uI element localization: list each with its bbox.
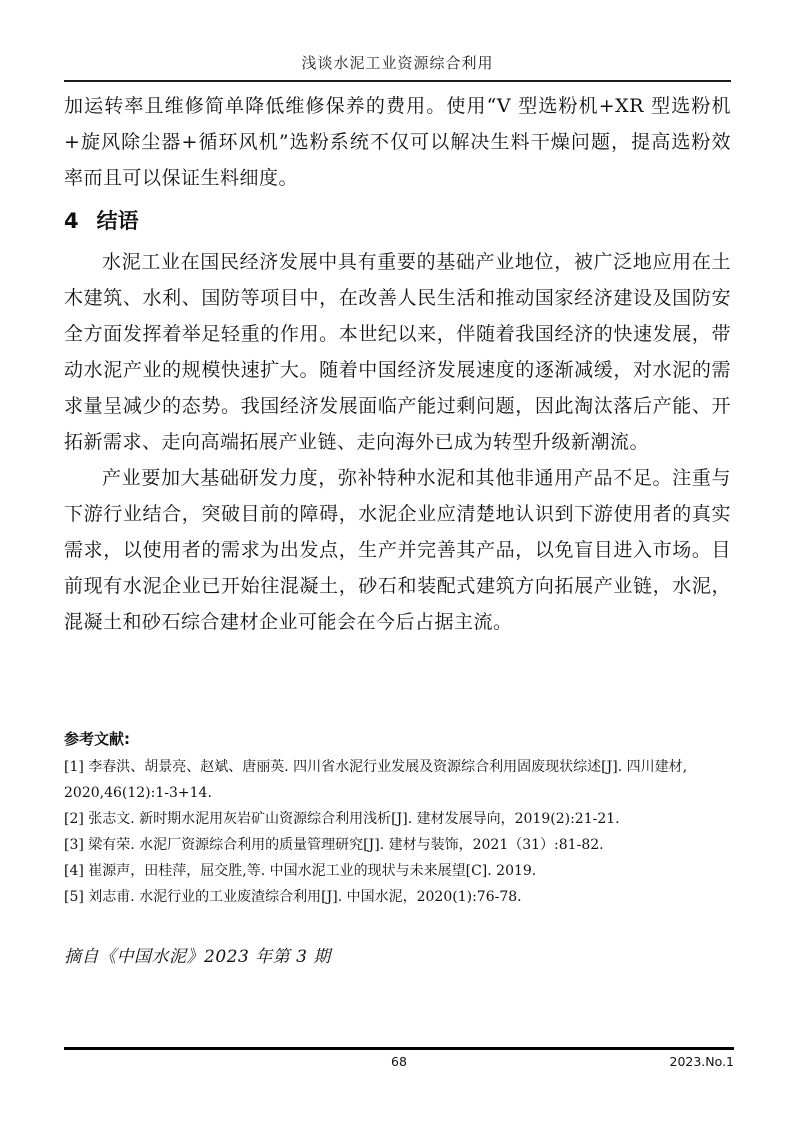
reference-item: [4] 崔源声，田桂萍，屈交胜,等. 中国水泥工业的现状与未来展望[C]. 2019. [64,863,537,879]
reference-item: [5] 刘志甫. 水泥行业的工业废渣综合利用[J]. 中国水泥，2020(1):76-78. [64,889,522,905]
article-body [64,88,731,640]
section-title: 结语 [96,209,139,233]
page-number: 68 [391,1054,407,1069]
reference-item: [3] 梁有荣. 水泥厂资源综合利用的质量管理研究[J]. 建材与装饰，2021（31）:81-82. [64,837,604,853]
paragraph-continuation: 加运转率且维修简单降低维修保养的费用。使用“V 型选粉机+XR 型选粉机+旋风除尘器+循环风机”选粉系统不仅可以解决生料干燥问题，提高选粉效率而且可以保证生料细度。 [64,95,731,189]
paragraph: 产业要加大基础研发力度，弥补特种水泥和其他非通用产品不足。注重与下游行业结合，突破目前的障碍，水泥企业应清楚地认识到下游使用者的真实需求，以使用者的需求为出发点，生产并完善其产品，以免盲目进入市场。目前现有水泥企业已开始往混凝土，砂石和装配式建筑方向拓展产业链，水泥，混凝土和砂石综合建材企业可能会在今后占据主流。 [64,467,731,633]
references-heading: 参考文献: [64,730,130,748]
running-header-title: 浅谈水泥工业资源综合利用 [64,52,731,82]
reference-item: [2] 张志文. 新时期水泥用灰岩矿山资源综合利用浅析[J]. 建材发展导向，2019(2):21-21. [64,811,620,827]
section-number: 4 [64,209,79,233]
references-section [64,726,731,910]
page-footer [64,1054,734,1074]
section-heading [64,204,731,238]
footer-divider [64,1047,734,1050]
reference-item: [1] 李春洪、胡景亮、赵斌、唐丽英. 四川省水泥行业发展及资源综合利用固废现状综述[J]. 四川建材, 2020,46(12):1-3+14. [64,759,688,801]
source-note: 摘自《中国水泥》2023 年第 3 期 [64,947,331,967]
issue-number: 2023.No.1 [669,1054,734,1069]
paragraph: 水泥工业在国民经济发展中具有重要的基础产业地位，被广泛地应用在土木建筑、水利、国防等项目中，在改善人民生活和推动国家经济建设及国防安全方面发挥着举足轻重的作用。本世纪以来，伴随着我国经济的快速发展，带动水泥产业的规模快速扩大。随着中国经济发展速度的逐渐减缓，对水泥的需求量呈减少的态势。我国经济发展面临产能过剩问题，因此淘汰落后产能、开拓新需求、走向高端拓展产业链、走向海外已成为转型升级新潮流。 [64,251,731,453]
